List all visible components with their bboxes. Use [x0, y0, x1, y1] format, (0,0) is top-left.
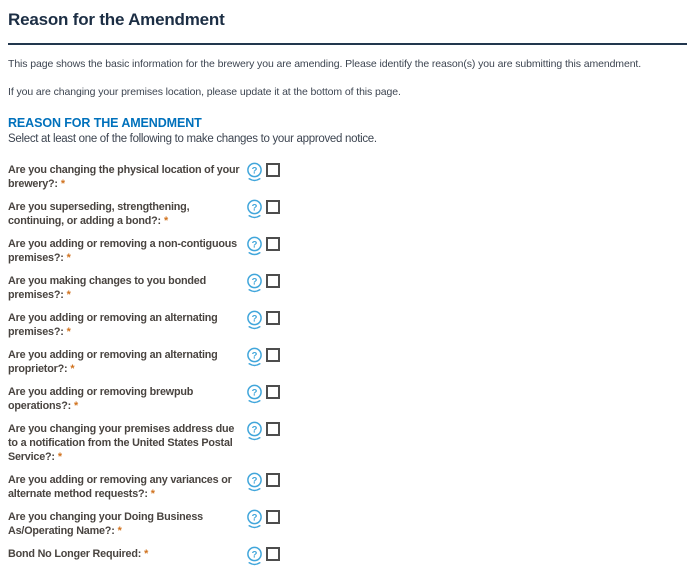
required-asterisk: *	[66, 326, 71, 338]
required-asterisk: *	[60, 178, 65, 190]
question-label	[8, 274, 246, 302]
question-label	[8, 385, 246, 413]
question-label	[8, 422, 246, 464]
section-instruction: Select at least one of the following to make changes to your approved notice.	[8, 133, 377, 145]
required-asterisk: *	[144, 548, 149, 560]
question-label-text: Are you adding or removing an alternating proprietor?:	[8, 349, 218, 375]
help-icon-glyph: ?	[251, 475, 258, 487]
question-row	[8, 510, 687, 538]
question-row	[8, 163, 687, 191]
checkbox[interactable]	[266, 422, 280, 436]
required-asterisk: *	[70, 363, 75, 375]
question-label	[8, 510, 246, 538]
question-label-text: Are you making changes to you bonded premises?:	[8, 275, 206, 301]
question-label-text: Are you changing the physical location of your brewery?:	[8, 164, 240, 190]
question-label	[8, 311, 246, 339]
question-row	[8, 311, 687, 339]
help-icon-glyph: ?	[251, 350, 258, 362]
question-label-text: Are you changing your premises address due to a notification from the United States Postal Service?:	[8, 423, 235, 463]
question-row	[8, 473, 687, 501]
checkbox[interactable]	[266, 510, 280, 524]
help-icon[interactable]	[246, 310, 263, 331]
help-icon-glyph: ?	[251, 549, 258, 561]
intro-paragraph-2: If you are changing your premises location, please update it at the bottom of this page.	[8, 86, 401, 98]
required-asterisk: *	[150, 488, 155, 500]
checkbox[interactable]	[266, 237, 280, 251]
required-asterisk: *	[163, 215, 168, 227]
help-icon-glyph: ?	[251, 276, 258, 288]
required-asterisk: *	[73, 400, 78, 412]
question-label-text: Are you superseding, strengthening, continuing, or adding a bond?:	[8, 201, 190, 227]
required-asterisk: *	[66, 289, 71, 301]
help-icon[interactable]	[246, 273, 263, 294]
help-icon[interactable]	[246, 236, 263, 257]
required-asterisk: *	[57, 451, 62, 463]
help-icon-glyph: ?	[251, 512, 258, 524]
checkbox[interactable]	[266, 348, 280, 362]
help-icon[interactable]	[246, 546, 263, 567]
help-icon[interactable]	[246, 162, 263, 183]
question-label	[8, 348, 246, 376]
question-label-text: Bond No Longer Required:	[8, 548, 142, 560]
question-label	[8, 473, 246, 501]
section-heading: REASON FOR THE AMENDMENT	[8, 116, 202, 130]
question-list	[8, 163, 687, 567]
question-label-text: Are you changing your Doing Business As/Operating Name?:	[8, 511, 203, 537]
help-icon[interactable]	[246, 199, 263, 220]
help-icon[interactable]	[246, 384, 263, 405]
help-icon-glyph: ?	[251, 424, 258, 436]
question-label	[8, 547, 246, 561]
checkbox[interactable]	[266, 385, 280, 399]
question-label	[8, 237, 246, 265]
question-row	[8, 348, 687, 376]
help-icon-glyph: ?	[251, 202, 258, 214]
checkbox[interactable]	[266, 274, 280, 288]
help-icon-glyph: ?	[251, 239, 258, 251]
help-icon-glyph: ?	[251, 165, 258, 177]
question-row	[8, 547, 687, 567]
question-row	[8, 200, 687, 228]
help-icon[interactable]	[246, 347, 263, 368]
checkbox[interactable]	[266, 200, 280, 214]
help-icon-glyph: ?	[251, 313, 258, 325]
checkbox[interactable]	[266, 163, 280, 177]
checkbox[interactable]	[266, 311, 280, 325]
question-label-text: Are you adding or removing an alternating premises?:	[8, 312, 218, 338]
help-icon[interactable]	[246, 472, 263, 493]
question-label-text: Are you adding or removing any variances or alternate method requests?:	[8, 474, 232, 500]
question-label-text: Are you adding or removing brewpub operations?:	[8, 386, 194, 412]
intro-paragraph-1: This page shows the basic information for the brewery you are amending. Please identify the reason(s) you are submitting this amendment.	[8, 58, 642, 70]
help-icon[interactable]	[246, 509, 263, 530]
help-icon[interactable]	[246, 421, 263, 442]
question-row	[8, 237, 687, 265]
help-icon-glyph: ?	[251, 387, 258, 399]
question-label	[8, 200, 246, 228]
required-asterisk: *	[66, 252, 71, 264]
question-label-text: Are you adding or removing a non-contiguous premises?:	[8, 238, 237, 264]
question-row	[8, 274, 687, 302]
page-title: Reason for the Amendment	[8, 10, 225, 29]
checkbox[interactable]	[266, 547, 280, 561]
question-label	[8, 163, 246, 191]
checkbox[interactable]	[266, 473, 280, 487]
required-asterisk: *	[117, 525, 122, 537]
question-row	[8, 385, 687, 413]
divider	[8, 43, 687, 45]
question-row	[8, 422, 687, 464]
